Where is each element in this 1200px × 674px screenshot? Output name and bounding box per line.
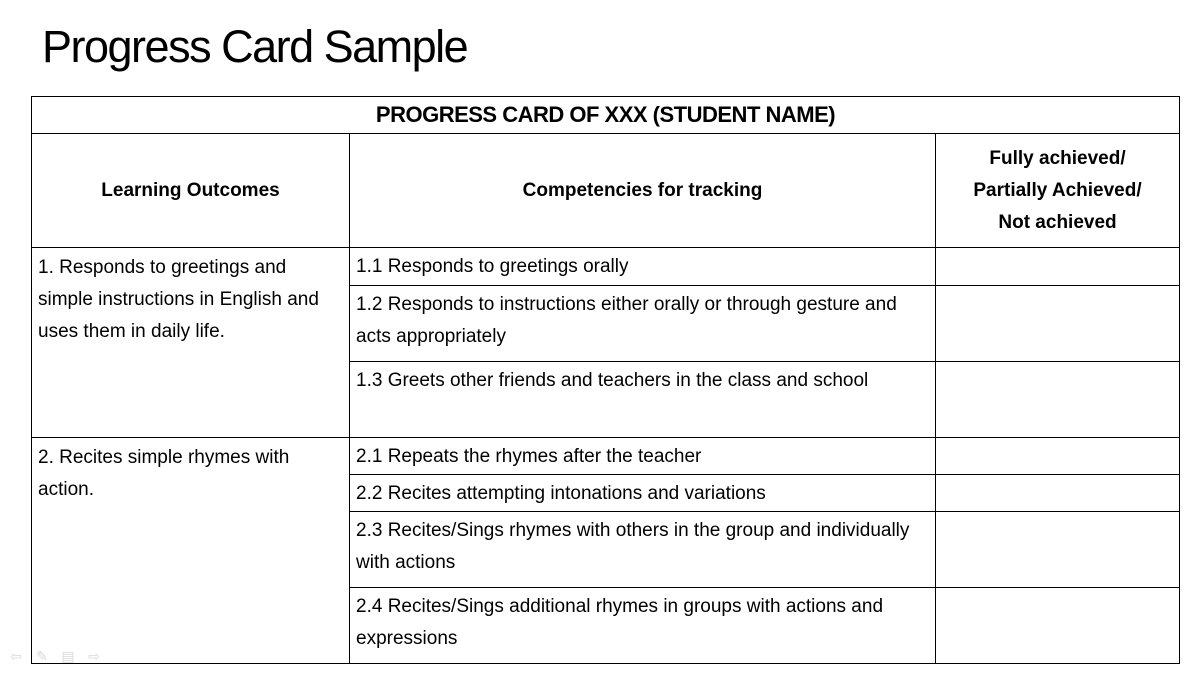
progress-card-table — [31, 96, 1180, 664]
status-cell-2-4[interactable] — [936, 588, 1180, 664]
competency-2-1: 2.1 Repeats the rhymes after the teacher — [350, 438, 936, 475]
card-heading: PROGRESS CARD OF XXX (STUDENT NAME) — [32, 97, 1180, 134]
outcome-2: 2. Recites simple rhymes with action. — [32, 438, 350, 664]
slide-nav-controls — [8, 648, 102, 665]
status-cell-1-2[interactable] — [936, 286, 1180, 362]
outcome-1: 1. Responds to greetings and simple instructions in English and uses them in daily life. — [32, 248, 350, 438]
slide-title: Progress Card Sample — [42, 21, 468, 72]
status-cell-2-3[interactable] — [936, 512, 1180, 588]
status-label-partially: Partially Achieved/ — [973, 179, 1142, 201]
status-cell-1-1[interactable] — [936, 248, 1180, 286]
status-label-fully: Fully achieved/ — [989, 147, 1126, 169]
column-header-status — [936, 134, 1180, 248]
competency-1-2: 1.2 Responds to instructions either orally or through gesture and acts appropriately — [350, 286, 936, 362]
status-cell-2-2[interactable] — [936, 475, 1180, 512]
previous-slide-icon[interactable]: ⇦ — [10, 648, 22, 664]
status-cell-1-3[interactable] — [936, 362, 1180, 438]
competency-2-3: 2.3 Recites/Sings rhymes with others in the group and individually with actions — [350, 512, 936, 588]
competency-2-2: 2.2 Recites attempting intonations and variations — [350, 475, 936, 512]
competency-2-4: 2.4 Recites/Sings additional rhymes in groups with actions and expressions — [350, 588, 936, 664]
pen-icon[interactable]: ✎ — [36, 648, 48, 664]
menu-icon[interactable]: ▤ — [61, 648, 75, 664]
competency-1-1: 1.1 Responds to greetings orally — [350, 248, 936, 286]
next-slide-icon[interactable]: ⇨ — [88, 648, 100, 664]
status-cell-2-1[interactable] — [936, 438, 1180, 475]
status-label-not: Not achieved — [998, 211, 1117, 233]
column-header-outcomes: Learning Outcomes — [32, 134, 350, 248]
column-header-competencies: Competencies for tracking — [350, 134, 936, 248]
competency-1-3: 1.3 Greets other friends and teachers in the class and school — [350, 362, 936, 438]
